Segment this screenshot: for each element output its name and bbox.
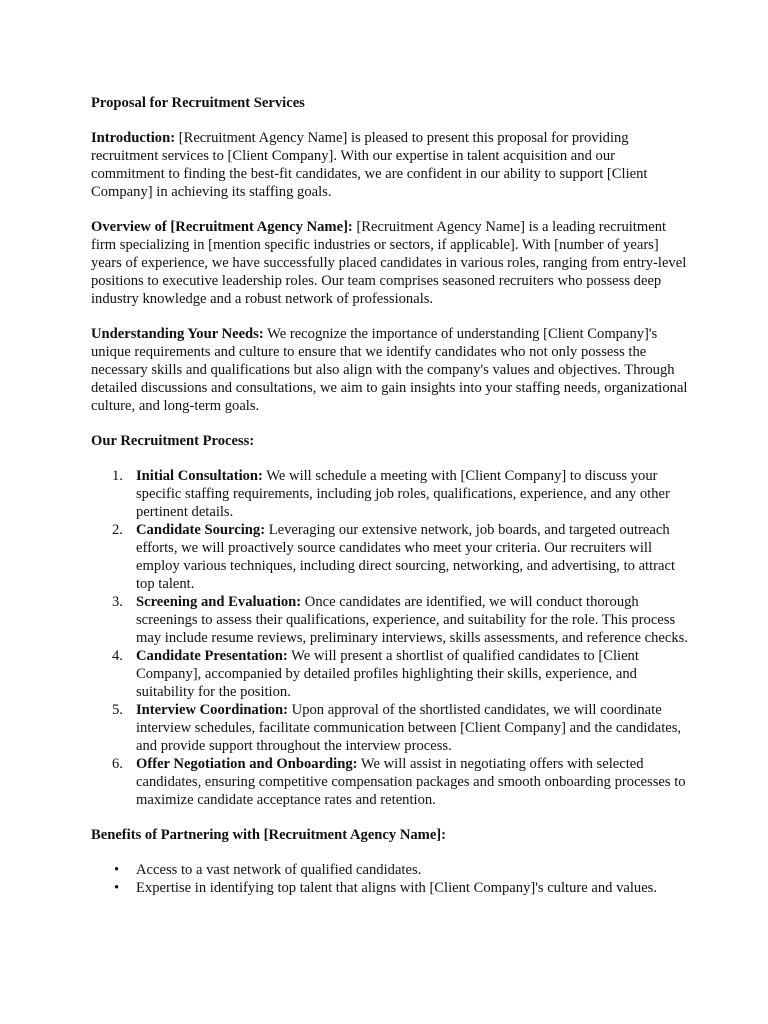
needs-text: We recognize the importance of understanding [Client Company]'s unique requirements and culture to ensure that we identify candidates who not only possess the necessary skills and qualifications but also align with the company's values and objectives. Through detailed discussions and consultations, we aim to gain insights into your staffing needs, organizational culture, and long-term goals. — [91, 326, 688, 414]
process-steps-list — [91, 467, 691, 809]
introduction-text: [Recruitment Agency Name] is pleased to present this proposal for providing recruitment services to [Client Company]. With our expertise in talent acquisition and our commitment to finding the best-fit candidates, we are confident in our ability to support [Client Company] in achieving its staffing goals. — [91, 130, 648, 200]
process-step — [112, 521, 691, 593]
step-text: We will schedule a meeting with [Client Company] to discuss your specific staffing requirements, including job roles, qualifications, experience, and any other pertinent details. — [136, 468, 670, 520]
step-number: 2. — [112, 522, 123, 538]
needs-paragraph — [91, 325, 691, 415]
benefit-item — [114, 861, 691, 879]
overview-paragraph — [91, 218, 691, 308]
step-label: Candidate Sourcing: — [136, 522, 266, 538]
needs-label: Understanding Your Needs: — [91, 326, 264, 342]
overview-label: Overview of [Recruitment Agency Name]: — [91, 219, 353, 235]
introduction-label: Introduction: — [91, 130, 176, 146]
process-heading: Our Recruitment Process: — [91, 433, 255, 449]
process-step — [112, 467, 691, 521]
process-step — [112, 755, 691, 809]
benefit-item — [114, 879, 691, 897]
introduction-paragraph — [91, 129, 691, 201]
step-label: Initial Consultation: — [136, 468, 263, 484]
step-number: 3. — [112, 594, 123, 610]
step-text: We will assist in negotiating offers with selected candidates, ensuring competitive compensation packages and smooth onboarding processes to maximize candidate acceptance rates and retention. — [136, 756, 686, 808]
process-step — [112, 647, 691, 701]
step-text: Once candidates are identified, we will conduct thorough screenings to assess their qualifications, experience, and suitability for the role. This process may include resume reviews, preliminary interviews, skills assessments, and reference checks. — [136, 594, 688, 646]
step-label: Screening and Evaluation: — [136, 594, 302, 610]
step-number: 6. — [112, 756, 123, 772]
step-text: Leveraging our extensive network, job boards, and targeted outreach efforts, we will proactively source candidates who meet your criteria. Our recruiters will employ various techniques, including direct sourcing, networking, and advertising, to attract top talent. — [136, 522, 676, 592]
process-step — [112, 701, 691, 755]
overview-text: [Recruitment Agency Name] is a leading recruitment firm specializing in [mention specific industries or sectors, if applicable]. With [number of years] years of experience, we have successfully placed candidates in various roles, ranging from entry-level positions to executive leadership roles. Our team comprises seasoned recruiters who possess deep industry knowledge and a robust network of professionals. — [91, 219, 687, 307]
step-number: 5. — [112, 702, 123, 718]
step-text: We will present a shortlist of qualified candidates to [Client Company], accompanied by detailed profiles highlighting their skills, experience, and suitability for the position. — [136, 648, 639, 700]
benefits-heading: Benefits of Partnering with [Recruitment Agency Name]: — [91, 827, 447, 843]
step-text: Upon approval of the shortlisted candidates, we will coordinate interview schedules, facilitate communication between [Client Company] and the candidates, and provide support throughout the interview process. — [136, 702, 682, 754]
benefit-text: Expertise in identifying top talent that aligns with [Client Company]'s culture and values. — [136, 880, 658, 896]
bullet-icon: • — [114, 862, 120, 878]
step-label: Candidate Presentation: — [136, 648, 288, 664]
benefits-list — [91, 861, 691, 897]
step-label: Interview Coordination: — [136, 702, 289, 718]
document-title: Proposal for Recruitment Services — [91, 95, 305, 111]
document-page — [91, 94, 691, 897]
bullet-icon: • — [114, 880, 120, 896]
benefit-text: Access to a vast network of qualified candidates. — [136, 862, 422, 878]
step-number: 1. — [112, 468, 123, 484]
step-number: 4. — [112, 648, 123, 664]
step-label: Offer Negotiation and Onboarding: — [136, 756, 358, 772]
process-step — [112, 593, 691, 647]
